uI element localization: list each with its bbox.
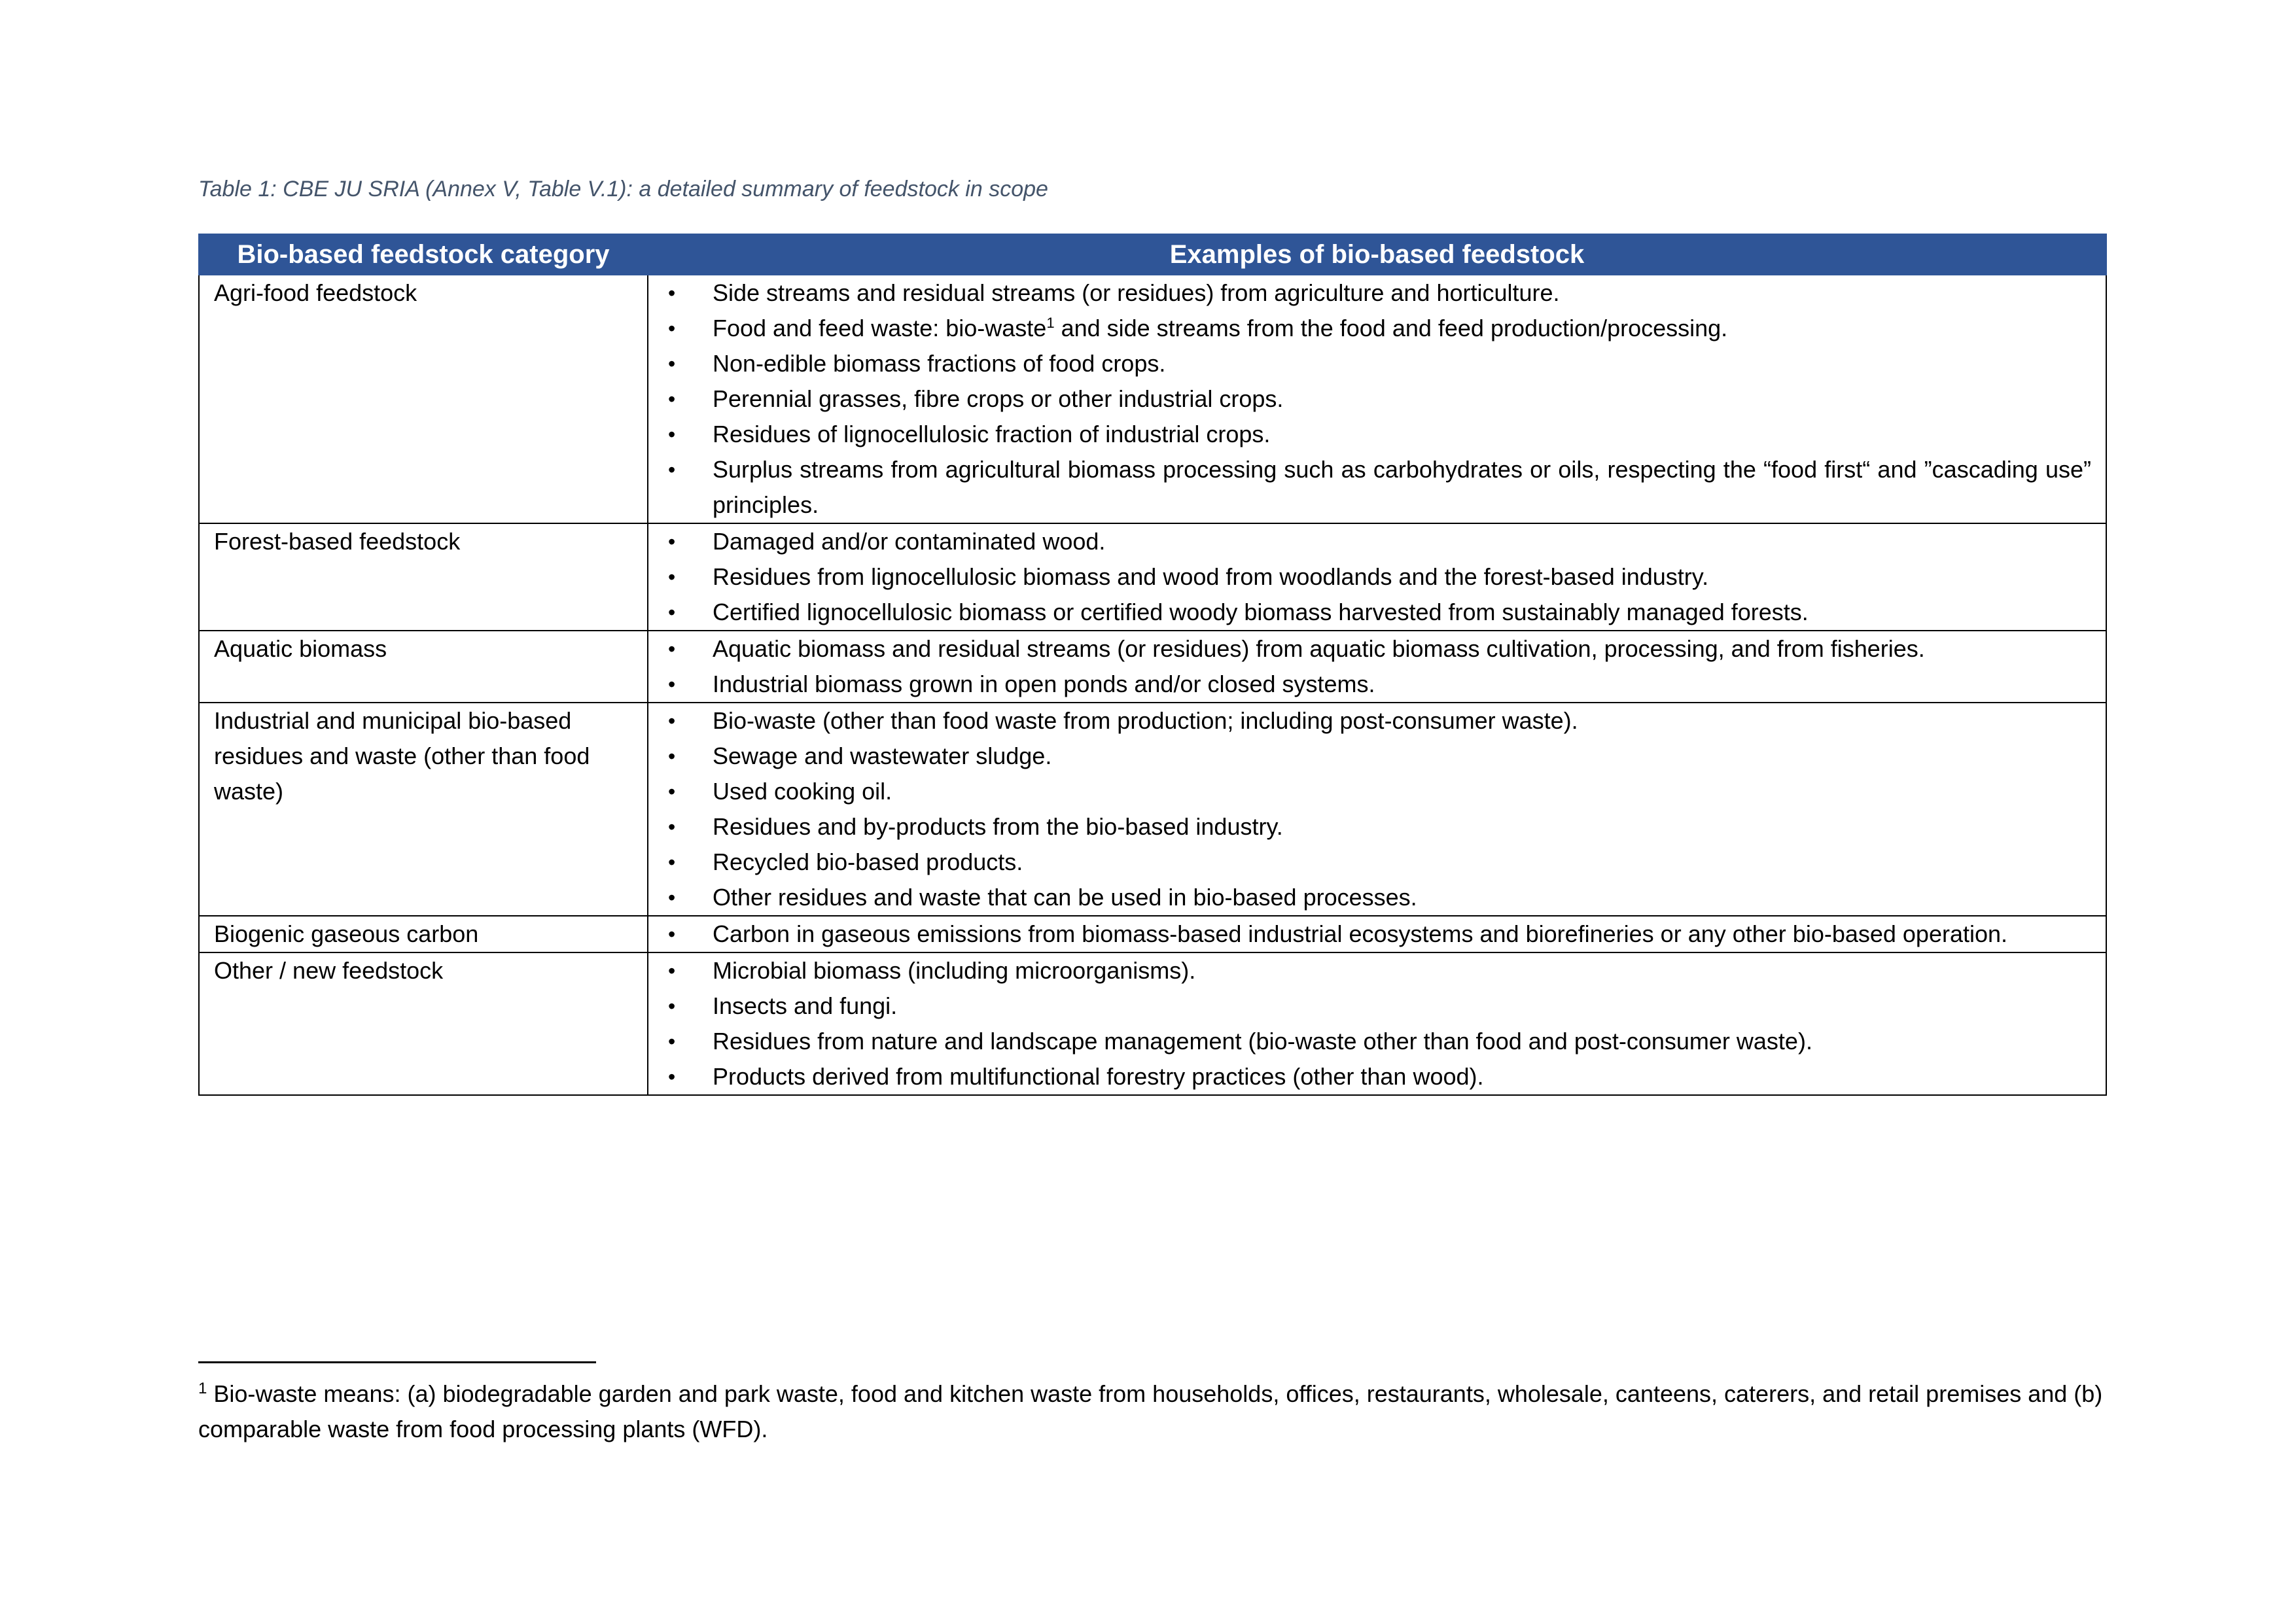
example-text: Residues of lignocellulosic fraction of industrial crops. [713,421,1271,447]
list-item [648,988,2091,1024]
footnote-separator [198,1361,596,1363]
list-item [648,667,2091,702]
list-item [648,275,2091,311]
bullet-icon: • [668,423,676,446]
bullet-icon: • [668,637,676,661]
footnote-text: Bio-waste means: (a) biodegradable garden and park waste, food and kitchen waste from households, offices, restaurants, wholesale, canteens, caterers, and retail premises and (b) comparable waste from food processing plants (WFD). [198,1380,2103,1442]
examples-list [648,703,2091,915]
example-text: Certified lignocellulosic biomass or certified woody biomass harvested from sustainably managed forests. [713,599,1809,625]
bullet-icon: • [668,281,676,305]
list-item [648,774,2091,809]
bullet-icon: • [668,458,676,481]
category-cell: Industrial and municipal bio-based residues and waste (other than food waste) [199,703,648,916]
list-item [648,559,2091,595]
example-text: Perennial grasses, fibre crops or other industrial crops. [713,385,1284,412]
category-cell: Biogenic gaseous carbon [199,916,648,952]
example-text: Recycled bio-based products. [713,848,1023,875]
list-item [648,524,2091,559]
bullet-icon: • [668,994,676,1018]
bullet-icon: • [668,886,676,909]
example-text: Sewage and wastewater sludge. [713,742,1052,769]
examples-cell [648,523,2106,631]
examples-cell [648,703,2106,916]
footnote [198,1376,2106,1447]
list-item [648,346,2091,381]
list-item [648,739,2091,774]
example-text: Carbon in gaseous emissions from biomass-based industrial ecosystems and biorefineries or any other bio-based operation. [713,920,2008,947]
bullet-icon: • [668,352,676,375]
bullet-icon: • [668,317,676,340]
bullet-icon: • [668,744,676,768]
table-row [199,952,2106,1095]
example-text: Surplus streams from agricultural biomass processing such as carbohydrates or oils, respecting the “food first“ and ”cascading use” principles. [713,456,2091,518]
list-item [648,311,2091,346]
bullet-icon: • [668,672,676,696]
examples-cell [648,631,2106,703]
list-item [648,953,2091,988]
example-text: Food and feed waste: bio-waste [713,315,1047,341]
table-row [199,916,2106,952]
examples-list [648,524,2091,630]
bullet-icon: • [668,922,676,946]
bullet-icon: • [668,959,676,983]
example-text: Side streams and residual streams (or residues) from agriculture and horticulture. [713,279,1560,306]
bullet-icon: • [668,1030,676,1053]
examples-list [648,275,2091,523]
example-text: Industrial biomass grown in open ponds and/or closed systems. [713,671,1375,697]
list-item [648,381,2091,417]
bullet-icon: • [668,601,676,624]
examples-cell [648,275,2106,523]
list-item [648,1024,2091,1059]
header-examples: Examples of bio-based feedstock [648,234,2106,275]
examples-list [648,631,2091,702]
list-item [648,452,2091,523]
category-cell: Aquatic biomass [199,631,648,703]
example-text: Damaged and/or contaminated wood. [713,528,1106,555]
example-text: Microbial biomass (including microorganisms). [713,957,1196,984]
list-item [648,845,2091,880]
table-body [199,275,2106,1095]
example-text: Residues and by-products from the bio-based industry. [713,813,1283,840]
bullet-icon: • [668,709,676,733]
list-item [648,1059,2091,1094]
category-cell: Agri-food feedstock [199,275,648,523]
examples-list [648,953,2091,1094]
table-caption: Table 1: CBE JU SRIA (Annex V, Table V.1): a detailed summary of feedstock in scope [198,177,1048,201]
bullet-icon: • [668,565,676,589]
feedstock-table [198,234,2107,1096]
list-item [648,703,2091,739]
example-text: Residues from nature and landscape management (bio-waste other than food and post-consumer waste). [713,1028,1812,1055]
list-item [648,916,2091,952]
table-row [199,631,2106,703]
bullet-icon: • [668,780,676,803]
examples-cell [648,952,2106,1095]
example-text: Residues from lignocellulosic biomass and wood from woodlands and the forest-based industry. [713,563,1709,590]
list-item [648,809,2091,845]
footnote-marker: 1 [198,1380,207,1397]
example-text: Insects and fungi. [713,992,898,1019]
list-item [648,631,2091,667]
footnote-reference: 1 [1046,315,1055,331]
example-text: Aquatic biomass and residual streams (or residues) from aquatic biomass cultivation, processing, and from fisheries. [713,635,1925,662]
header-category: Bio-based feedstock category [199,234,648,275]
list-item [648,880,2091,915]
bullet-icon: • [668,387,676,411]
table-header-row [199,234,2106,275]
bullet-icon: • [668,850,676,874]
bullet-icon: • [668,1065,676,1089]
category-cell: Other / new feedstock [199,952,648,1095]
table-row [199,275,2106,523]
example-text: Bio-waste (other than food waste from production; including post-consumer waste). [713,707,1578,734]
example-text: Products derived from multifunctional forestry practices (other than wood). [713,1063,1484,1090]
table-row [199,703,2106,916]
list-item [648,595,2091,630]
example-text: Non-edible biomass fractions of food crops. [713,350,1166,377]
examples-cell [648,916,2106,952]
bullet-icon: • [668,530,676,553]
example-text: Other residues and waste that can be used in bio-based processes. [713,884,1417,911]
bullet-icon: • [668,815,676,839]
list-item [648,417,2091,452]
example-text: Used cooking oil. [713,778,892,805]
category-cell: Forest-based feedstock [199,523,648,631]
examples-list [648,916,2091,952]
example-text-continued: and side streams from the food and feed production/processing. [1054,315,1728,341]
table-row [199,523,2106,631]
